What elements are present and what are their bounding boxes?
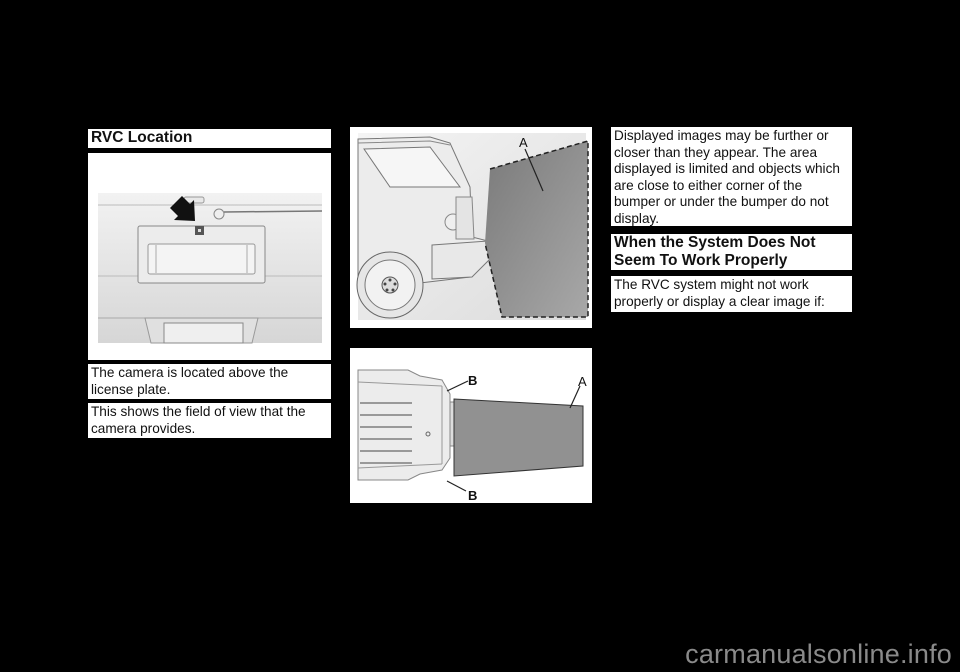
section-title-rvc-location [88, 129, 331, 148]
label-a: A [519, 135, 528, 150]
section-title-text: RVC Location [91, 129, 193, 146]
watermark [685, 639, 952, 670]
paragraph-text: Displayed images may be further or closer than they appear. The area displayed is limited and objects which are close to either corner of the bumper or under the bumper do not display. [614, 128, 840, 226]
section-title-system-not-working [611, 234, 852, 270]
paragraph-field-of-view [88, 403, 331, 438]
paragraph-camera-location [88, 364, 331, 399]
label-a: A [578, 374, 587, 389]
watermark-text: carmanualsonline.info [685, 639, 952, 669]
paragraph-text: The RVC system might not work properly or display a clear image if: [614, 277, 825, 309]
paragraph-rvc-conditions [611, 276, 852, 312]
figure-side-view-field-of-view [350, 127, 592, 328]
paragraph-text: The camera is located above the license plate. [91, 365, 289, 397]
section-title-text: When the System Does Not Seem To Work Properly [614, 234, 816, 269]
vehicle-side-view-illustration [350, 127, 592, 328]
paragraph-display-limitations [611, 127, 852, 226]
label-b-top: B [468, 373, 478, 388]
paragraph-text: This shows the field of view that the camera provides. [91, 404, 306, 436]
vehicle-top-view-illustration [350, 348, 592, 503]
figure-license-plate-camera [88, 153, 331, 360]
figure-top-view-field-of-view [350, 348, 592, 503]
label-b-bottom: B [468, 488, 478, 503]
license-plate-illustration [88, 153, 331, 360]
